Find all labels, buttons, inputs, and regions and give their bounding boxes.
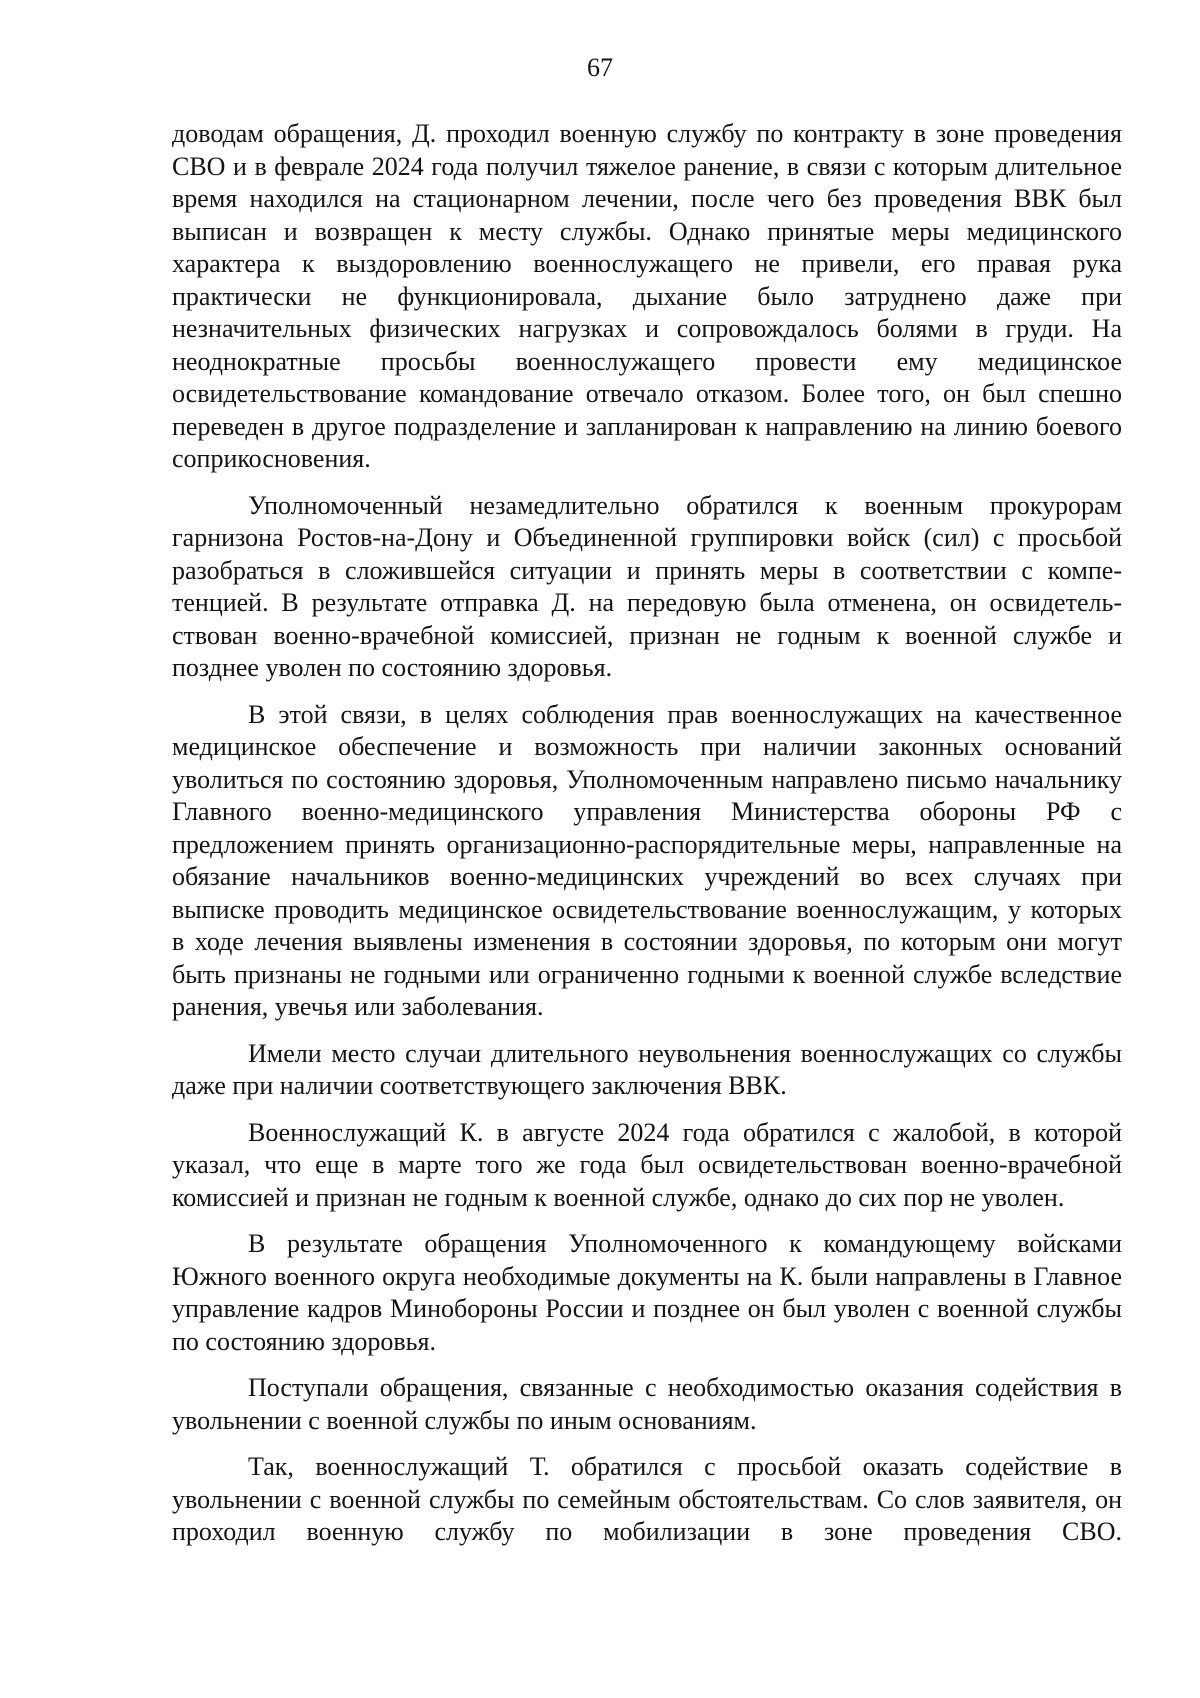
paragraph-6: В результате обращения Уполномоченного к командующему войсками Южного военного округа необходимые документы на К. были направлены в Главное управление кадров Минобороны России и позднее он был уволен с военной службы по состоянию здоровья.	[172, 1229, 1122, 1356]
paragraph-1: доводам обращения, Д. проходил военную службу по контракту в зоне проведения СВО и в феврале 2024 года получил тяжелое ранение, в связи с которым длительное время находился на стационарном лечении, после чего без проведения ВВК был выписан и возвращен к месту службы. Однако принятые меры медицинского характера к выздоровлению военнослужащего не привели, его правая рука практически не функционировала, дыхание было затруднено даже при незначительных физических нагрузках и сопровождалось болями в груди. На неоднократные просьбы военнослужащего провести ему медицинское освидетельствование командование отвечало отказом. Более того, он был спешно переведен в другое подразделение и запланирован к направлению на линию боевого соприкосновения.	[172, 119, 1122, 473]
paragraph-5: Военнослужащий К. в августе 2024 года обратился с жалобой, в которой указал, что еще в марте того же года был освидетельствован военно-врачебной комиссией и признан не годным к военной службе, однако до сих пор не уволен.	[172, 1117, 1122, 1212]
paragraph-3: В этой связи, в целях соблюдения прав военнослужащих на качественное медицинское обеспечение и возможность при наличии законных оснований уволиться по состоянию здоровья, Уполномоченным направлено письмо начальнику Главного военно-медицинского управления Министерства обороны РФ с предложением принять организационно-распорядительные меры, направленные на обязание начальников военно-медицинских учреждений во всех случаях при выписке проводить медицинское освидетельствование военнослужащим, у которых в ходе лечения выявлены изменения в состоянии здоровья, по которым они могут быть признаны не годными или ограниченно годными к военной службе вследствие ранения, увечья или заболевания.	[172, 699, 1122, 1021]
page-number: 67	[587, 53, 613, 82]
document-body	[172, 118, 1122, 1563]
paragraph-8: Так, военнослужащий Т. обратился с просьбой оказать содействие в увольнении с военной службы по семейным обстоятельствам. Со слов заявителя, он проходил военную службу по мобилизации в зоне проведения СВО.	[172, 1452, 1122, 1546]
paragraph-2: Уполномоченный незамедлительно обратился к военным прокурорам гарнизона Ростов-на-Дону и Объединенной группировки войск (сил) с просьбой разобраться в сложившейся ситуации и принять меры в соответствии с компетенцией. В результате отправка Д. на передовую была отменена, он освидетельствован военно-врачебной комиссией, признан не годным к военной службе и позднее уволен по состоянию здоровья.	[172, 490, 1122, 682]
paragraph-7: Поступали обращения, связанные с необходимостью оказания содействия в увольнении с военной службы по иным основаниям.	[172, 1373, 1122, 1435]
paragraph-4: Имели место случаи длительного неувольнения военнослужащих со службы даже при наличии соответствующего заключения ВВК.	[172, 1038, 1122, 1100]
